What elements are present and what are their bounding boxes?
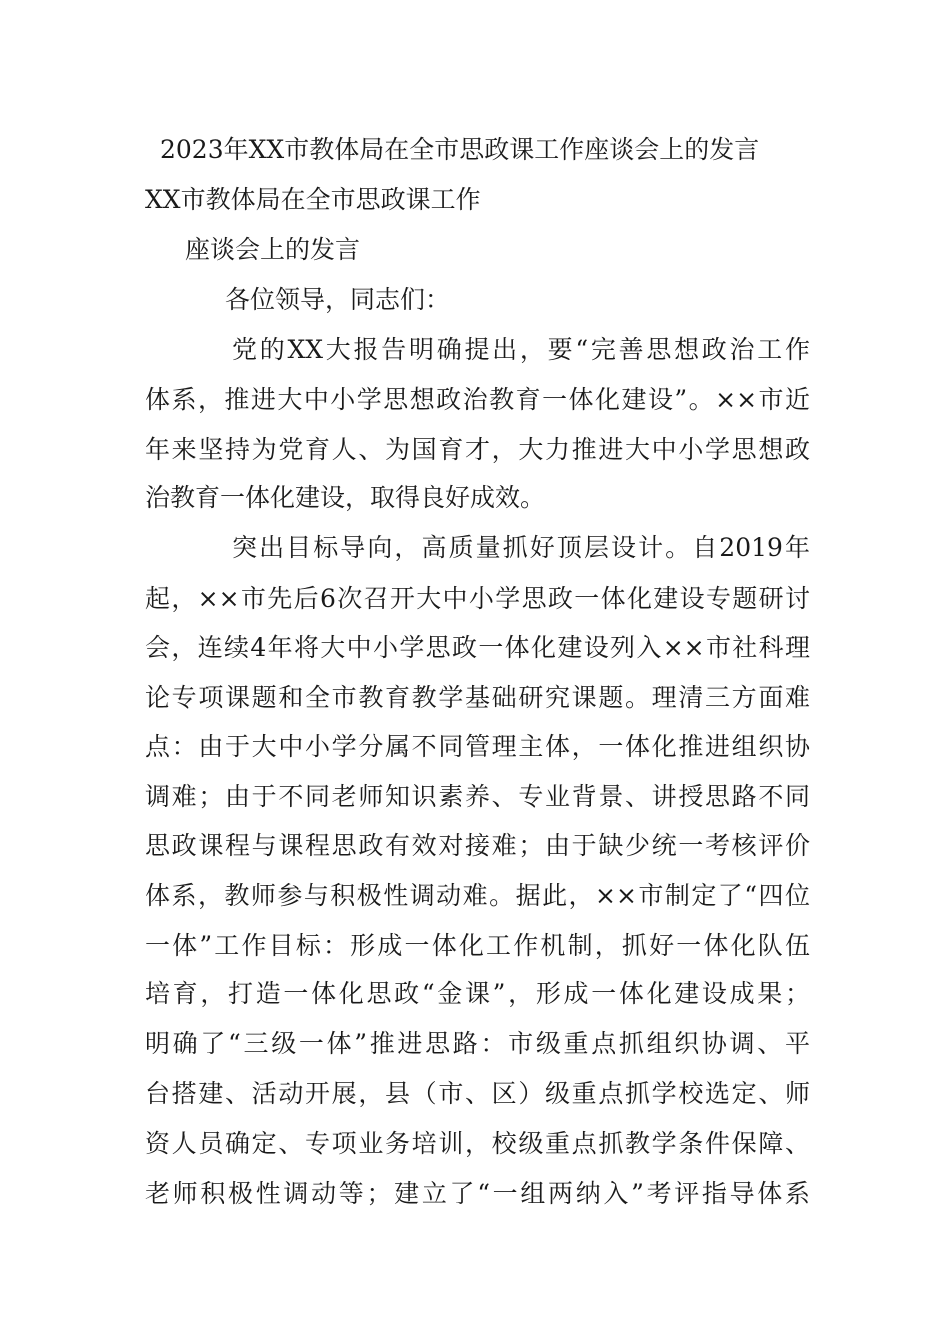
paragraph-2-line-5: 点：由于大中小学分属不同管理主体，一体化推进组织协 [145, 732, 810, 761]
paragraph-2-line-2: 起，××市先后6次召开大中小学思政一体化建设专题研讨 [145, 584, 810, 613]
subtitle-line-2: 座谈会上的发言 [185, 235, 361, 264]
paragraph-2-line-3: 会，连续4年将大中小学思政一体化建设列入××市社科理 [145, 633, 810, 662]
paragraph-1-line-3: 年来坚持为党育人、为国育才，大力推进大中小学思想政 [145, 435, 810, 464]
paragraph-2-line-12: 台搭建、活动开展，县（市、区）级重点抓学校选定、师 [145, 1079, 810, 1108]
document-title: 2023年XX市教体局在全市思政课工作座谈会上的发言 [160, 135, 760, 164]
paragraph-1-line-2: 体系，推进大中小学思想政治教育一体化建设”。××市近 [145, 385, 810, 414]
paragraph-1-line-1: 党的XX大报告明确提出，要“完善思想政治工作 [232, 335, 810, 364]
subtitle-line-1: XX市教体局在全市思政课工作 [145, 185, 481, 214]
paragraph-2-line-7: 思政课程与课程思政有效对接难；由于缺少统一考核评价 [145, 831, 810, 860]
paragraph-2-line-4: 论专项课题和全市教育教学基础研究课题。理清三方面难 [145, 683, 810, 712]
paragraph-2-line-14: 老师积极性调动等；建立了“一组两纳入”考评指导体系 [145, 1179, 810, 1208]
paragraph-2-line-9: 一体”工作目标：形成一体化工作机制，抓好一体化队伍 [145, 931, 810, 960]
paragraph-2-line-6: 调难；由于不同老师知识素养、专业背景、讲授思路不同 [145, 782, 810, 811]
paragraph-2-line-10: 培育，打造一体化思政“金课”，形成一体化建设成果； [145, 979, 810, 1008]
paragraph-2-line-11: 明确了“三级一体”推进思路：市级重点抓组织协调、平 [145, 1029, 810, 1058]
paragraph-1-line-4: 治教育一体化建设，取得良好成效。 [145, 483, 546, 512]
paragraph-2-line-13: 资人员确定、专项业务培训，校级重点抓教学条件保障、 [145, 1129, 810, 1158]
salutation: 各位领导，同志们： [225, 285, 451, 314]
paragraph-2-line-1: 突出目标导向，高质量抓好顶层设计。自2019年 [232, 533, 810, 562]
paragraph-2-line-8: 体系，教师参与积极性调动难。据此，××市制定了“四位 [145, 881, 810, 910]
